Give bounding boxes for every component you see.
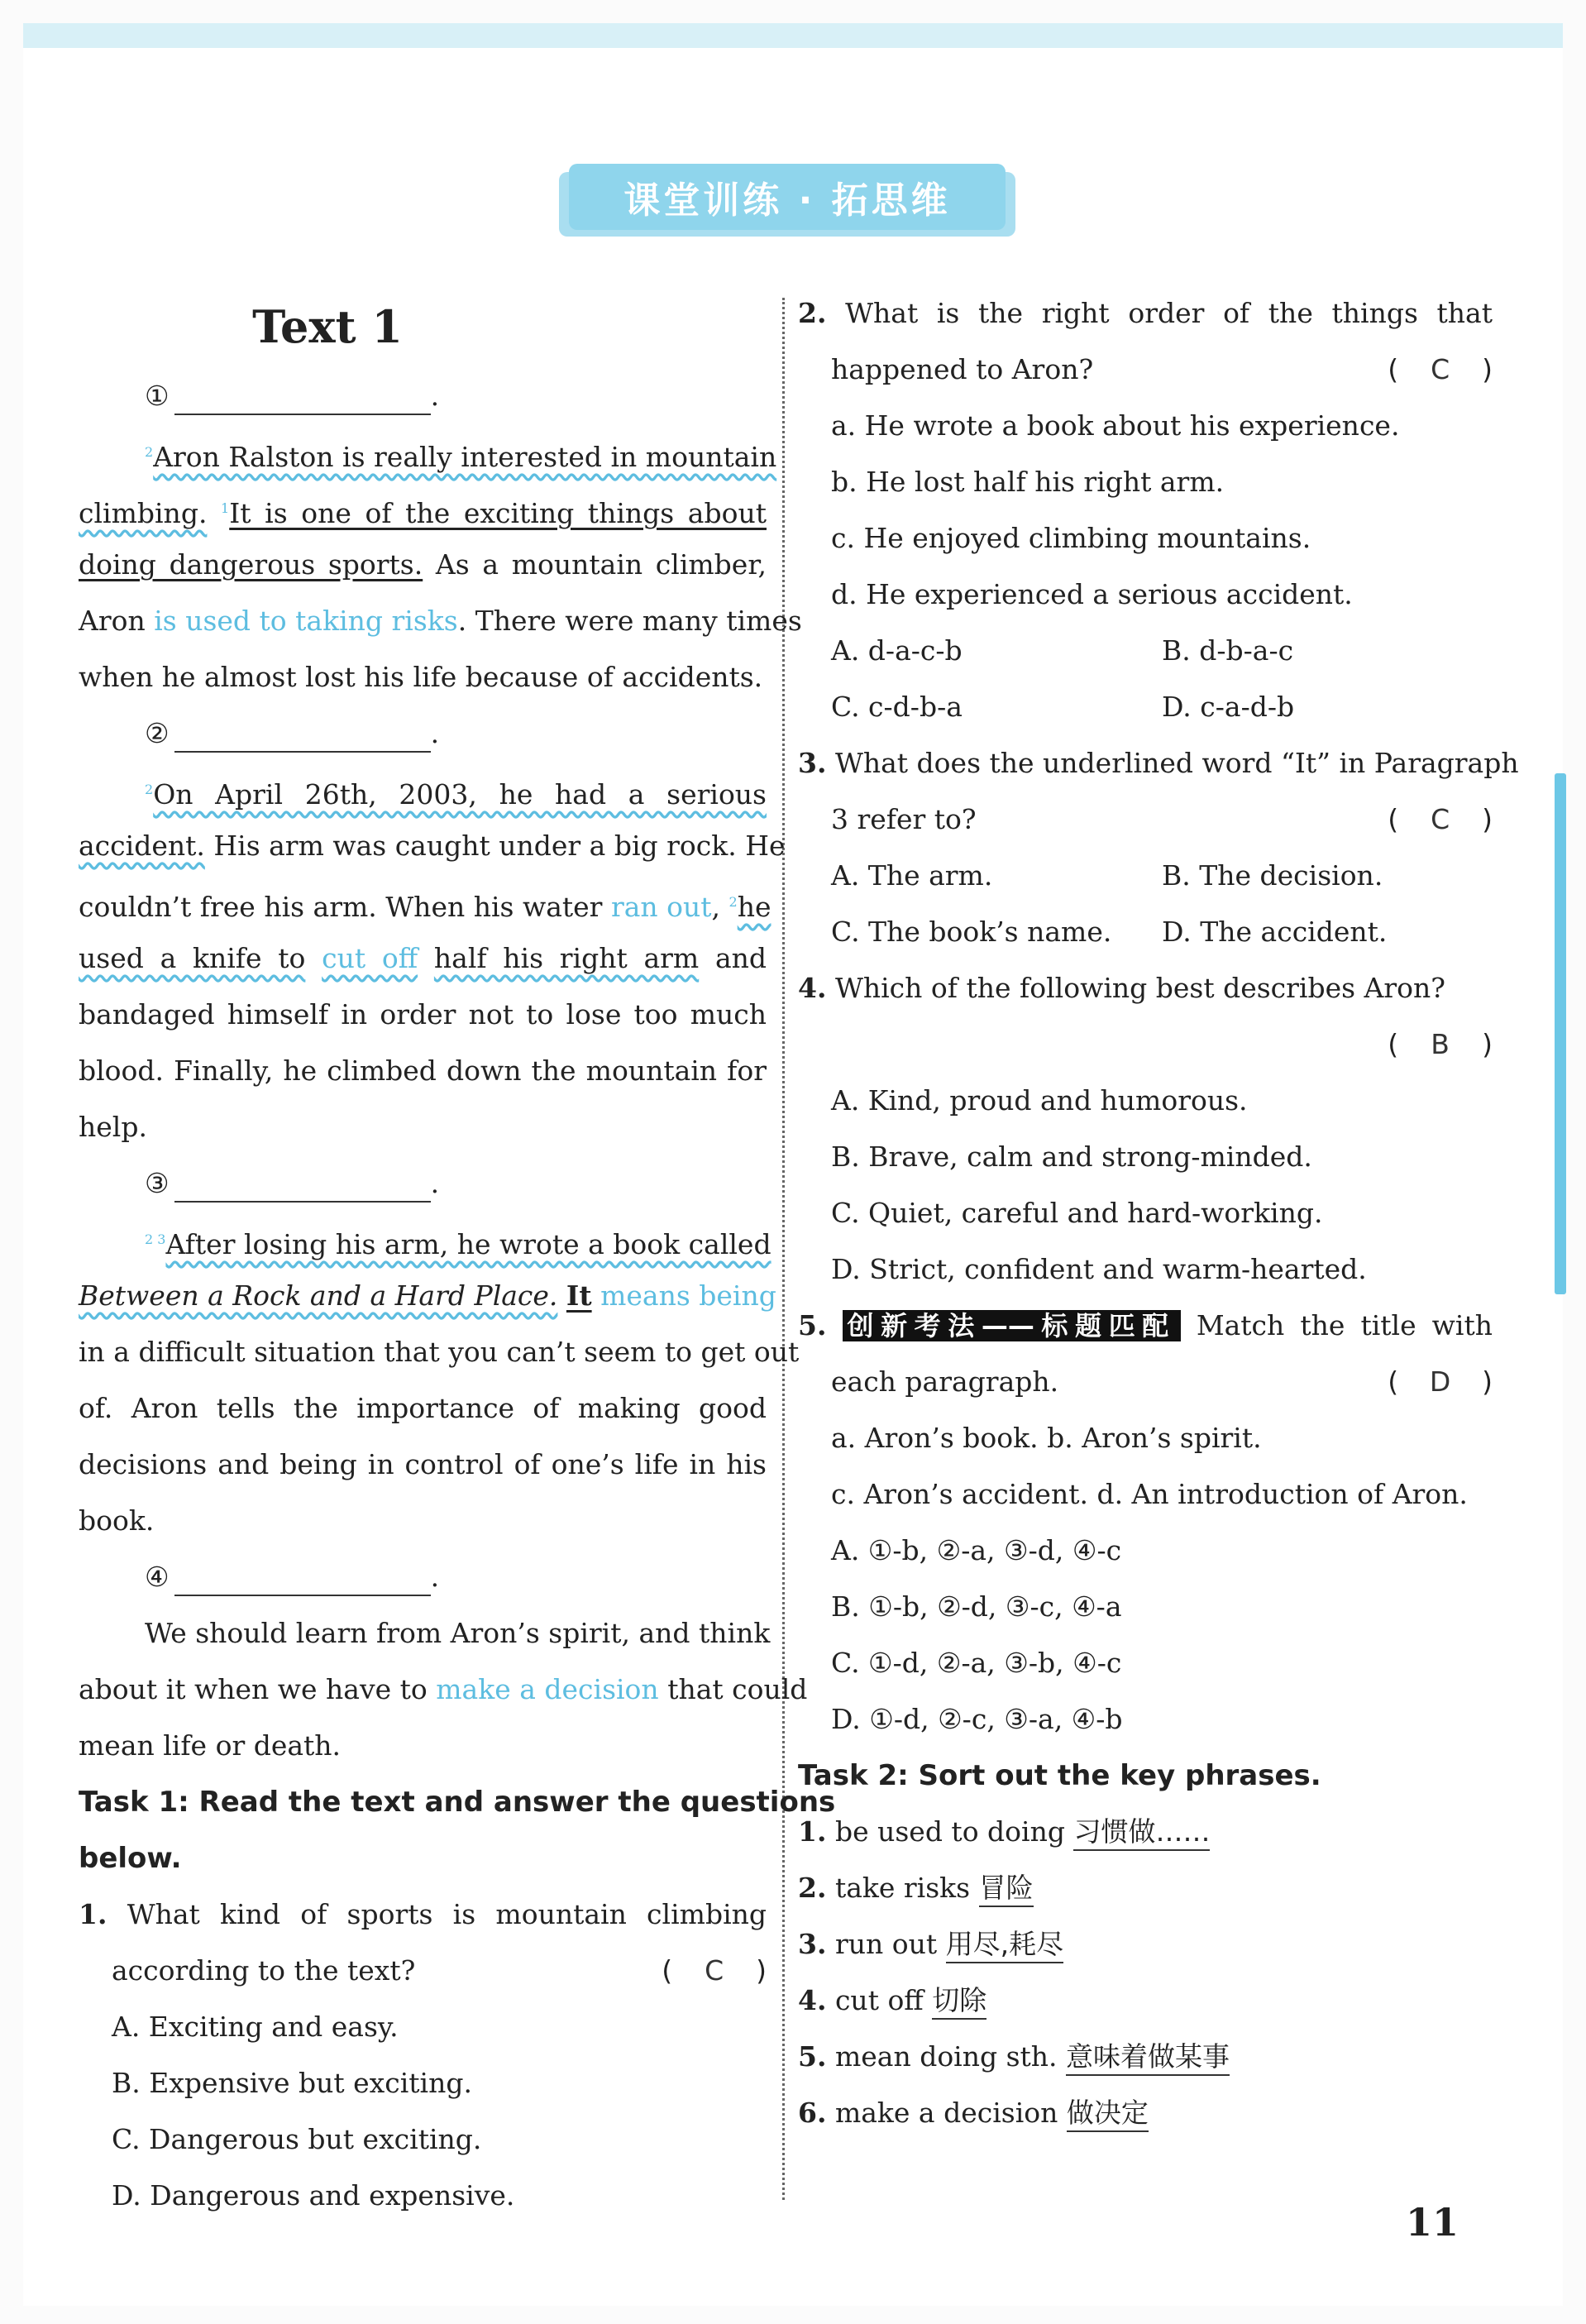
- q5-option: A. ①-b, ②-a, ③-d, ④-c: [831, 1534, 1122, 1566]
- q4-line-1: [798, 960, 1493, 1016]
- q3-option: D. The accident.: [1162, 916, 1388, 948]
- q4-option: A. Kind, proud and humorous.: [831, 1084, 1248, 1117]
- question-text: each paragraph.: [831, 1365, 1059, 1398]
- q1-line-1: [79, 1886, 767, 1943]
- q2-option: B. d-b-a-c: [1162, 634, 1294, 667]
- page-number: 11: [1406, 2200, 1459, 2245]
- annotation-mark: 2: [729, 894, 738, 910]
- q2-item: b. He lost half his right arm.: [831, 466, 1225, 498]
- p3-line-6: book.: [79, 1504, 155, 1537]
- question-text: What kind of sports is mountain climbing: [127, 1898, 767, 1930]
- phrase-item: [798, 1973, 1493, 2029]
- q2-options-row: [798, 623, 1493, 679]
- key-phrase: make a decision: [436, 1673, 659, 1705]
- question-text: 3 refer to?: [831, 803, 977, 835]
- task2-heading: Task 2: Sort out the key phrases.: [798, 1759, 1321, 1792]
- answer-value: C: [1431, 353, 1450, 385]
- paragraph-4-title-blank[interactable]: ④ .: [79, 1549, 767, 1605]
- question-number: 5.: [798, 1309, 827, 1341]
- phrase-item: [798, 1916, 1493, 1973]
- phrase-number: 3.: [798, 1928, 827, 1960]
- phrase-item: [798, 2085, 1493, 2141]
- p2-text: he: [737, 891, 772, 923]
- p4-text: about it when we have to: [79, 1673, 428, 1705]
- p2-text: and: [714, 942, 767, 974]
- p4-line-1: We should learn from Aron’s spirit, and think: [145, 1617, 771, 1649]
- q5-option: C. ①-d, ②-a, ③-b, ④-c: [831, 1647, 1122, 1679]
- blank-line[interactable]: [174, 380, 431, 415]
- question-text: Which of the following best describes Aron?: [834, 972, 1445, 1004]
- blank-line[interactable]: [174, 718, 431, 753]
- p2-line-6: blood. Finally, he climbed down the mountain for: [79, 1054, 767, 1087]
- phrase-english: cut off: [834, 1984, 924, 2016]
- phrase-chinese[interactable]: 冒险: [979, 1872, 1034, 1907]
- q4-option: C. Quiet, careful and hard-working.: [831, 1197, 1323, 1229]
- p2-line-2: [79, 818, 786, 874]
- p4-line-2: [79, 1662, 808, 1718]
- phrase-english: be used to doing: [834, 1815, 1065, 1848]
- right-column: [798, 285, 1519, 2141]
- answer-box[interactable]: ( C ): [662, 1943, 767, 1999]
- p3-line-1: [79, 1212, 772, 1268]
- q5-item: a. Aron’s book. b. Aron’s spirit.: [831, 1422, 1262, 1454]
- p4-text: that could: [667, 1673, 808, 1705]
- q5-option: B. ①-b, ②-d, ③-c, ④-a: [831, 1590, 1122, 1623]
- question-number: 2.: [798, 297, 827, 329]
- q2-option: C. c-d-b-a: [831, 691, 963, 723]
- blank-line[interactable]: [174, 1561, 431, 1596]
- question-text: happened to Aron?: [831, 353, 1094, 385]
- paragraph-2-title-blank[interactable]: ② .: [79, 705, 767, 762]
- phrase-number: 6.: [798, 2097, 827, 2129]
- p1-line-3: [79, 537, 767, 593]
- phrase-english: take risks: [834, 1872, 971, 1904]
- q5-line-2: [798, 1354, 1493, 1410]
- p3-line-4: of. Aron tells the importance of making good: [79, 1392, 767, 1424]
- phrase-number: 5.: [798, 2040, 827, 2073]
- top-bar: [23, 23, 1563, 48]
- banner-title: 课堂训练 · 拓思维: [569, 164, 1006, 230]
- p3-line-5: decisions and being in control of one’s life in his: [79, 1448, 767, 1480]
- p1-line-5: when he almost lost his life because of accidents.: [79, 661, 763, 693]
- p1-text: . There were many times: [457, 605, 802, 637]
- q2-item: a. He wrote a book about his experience.: [831, 409, 1400, 442]
- phrase-chinese[interactable]: 习惯做……: [1073, 1815, 1210, 1851]
- q1-option: B. Expensive but exciting.: [112, 2067, 472, 2099]
- q3-option: B. The decision.: [1162, 859, 1383, 892]
- annotation-mark: 2: [145, 782, 154, 797]
- p1-line-1: [79, 424, 777, 481]
- phrase-item: [798, 1804, 1493, 1860]
- annotation-mark: 2: [145, 444, 154, 460]
- question-text: Match the title with: [1196, 1309, 1493, 1341]
- phrase-number: 2.: [798, 1872, 827, 1904]
- p2-line-3: [79, 874, 772, 930]
- p3-line-3: in a difficult situation that you can’t seem to get out: [79, 1336, 800, 1368]
- question-number: 1.: [79, 1898, 107, 1930]
- phrase-english: run out: [834, 1928, 938, 1960]
- phrase-item: [798, 1860, 1493, 1916]
- phrase-item: [798, 2029, 1493, 2085]
- q3-line-1: [798, 735, 1519, 791]
- phrase-number: 4.: [798, 1984, 827, 2016]
- p2-line-4: [79, 930, 767, 987]
- q2-line-2: [798, 342, 1493, 398]
- p1-text: climbing.: [79, 497, 208, 529]
- p3-line-2: [79, 1268, 776, 1324]
- q2-options-row: [798, 679, 1493, 735]
- column-divider: [782, 298, 785, 2200]
- answer-value: B: [1431, 1028, 1450, 1060]
- question-text: What is the right order of the things that: [845, 297, 1493, 329]
- q2-line-1: [798, 285, 1493, 342]
- question-text: What does the underlined word “It” in Paragraph: [834, 747, 1519, 779]
- left-column: [79, 285, 836, 2224]
- paragraph-1-title-blank[interactable]: ① .: [79, 368, 767, 424]
- p1-text: doing dangerous sports.: [79, 548, 423, 581]
- key-phrase: means being: [600, 1279, 776, 1312]
- p1-text: Aron Ralston is really interested in mountain: [153, 441, 777, 473]
- answer-box[interactable]: ( C ): [1388, 342, 1493, 398]
- paragraph-3-marker: ③: [145, 1167, 170, 1199]
- paragraph-3-title-blank[interactable]: ③ .: [79, 1155, 767, 1212]
- q2-option: D. c-a-d-b: [1162, 691, 1295, 723]
- p2-line-7: help.: [79, 1111, 147, 1143]
- blank-line[interactable]: [174, 1168, 431, 1203]
- q5-option: D. ①-d, ②-c, ③-a, ④-b: [831, 1703, 1123, 1735]
- p2-text: used a knife to: [79, 942, 306, 974]
- p2-text: half his right arm: [433, 942, 700, 974]
- q4-option: B. Brave, calm and strong-minded.: [831, 1140, 1312, 1173]
- q1-line-2: [79, 1943, 767, 1999]
- q2-item: d. He experienced a serious accident.: [831, 578, 1353, 610]
- phrase-number: 1.: [798, 1815, 827, 1848]
- section-banner: [559, 164, 1015, 240]
- innovation-tag: 创新考法——标题匹配: [843, 1310, 1181, 1341]
- p2-line-5: bandaged himself in order not to lose too much: [79, 998, 767, 1030]
- phrase-chinese[interactable]: 做决定: [1067, 2097, 1149, 2132]
- q4-line-2: [798, 1016, 1493, 1073]
- key-phrase: cut off: [322, 942, 418, 974]
- question-number: 3.: [798, 747, 827, 779]
- underlined-word-it: It: [566, 1279, 592, 1312]
- paragraph-4-marker: ④: [145, 1561, 170, 1593]
- q3-options-row: [798, 848, 1493, 904]
- p1-line-4: [79, 593, 802, 649]
- q5-item: c. Aron’s accident. d. An introduction of Aron.: [831, 1478, 1468, 1510]
- answer-box[interactable]: ( D ): [1388, 1354, 1493, 1410]
- answer-value: D: [1429, 1365, 1451, 1398]
- q1-option: A. Exciting and easy.: [112, 2011, 399, 2043]
- phrase-english: mean doing sth.: [834, 2040, 1058, 2073]
- key-phrase: is used to taking risks: [154, 605, 458, 637]
- q3-options-row: [798, 904, 1493, 960]
- p2-text: accident.: [79, 830, 205, 862]
- p1-text: It is one of the exciting things about: [229, 497, 767, 529]
- q2-option: A. d-a-c-b: [831, 634, 963, 667]
- annotation-mark: 2 3: [145, 1231, 166, 1247]
- book-title: Between a Rock and a Hard Place.: [79, 1279, 558, 1312]
- q3-line-2: [798, 791, 1493, 848]
- phrase-english: make a decision: [834, 2097, 1058, 2129]
- p1-text: As a mountain climber,: [435, 548, 767, 581]
- p2-text: His arm was caught under a big rock. He: [213, 830, 786, 862]
- paragraph-1-marker: ①: [145, 380, 170, 412]
- p2-text: ,: [711, 891, 721, 923]
- phrase-chinese[interactable]: 意味着做某事: [1066, 2040, 1230, 2076]
- p1-line-2: [79, 481, 767, 537]
- p3-text: After losing his arm, he wrote a book called: [165, 1228, 772, 1260]
- key-phrase: ran out: [610, 891, 712, 923]
- annotation-mark: 1: [221, 500, 230, 516]
- q1-option: D. Dangerous and expensive.: [112, 2179, 515, 2212]
- p2-text: On April 26th, 2003, he had a serious: [153, 778, 767, 811]
- q1-option: C. Dangerous but exciting.: [112, 2123, 482, 2155]
- p1-text: Aron: [79, 605, 146, 637]
- task1-heading-2: below.: [79, 1842, 182, 1875]
- answer-box[interactable]: ( C ): [1388, 791, 1493, 848]
- phrase-chinese[interactable]: 用尽,耗尽: [946, 1928, 1064, 1963]
- p2-text: couldn’t free his arm. When his water: [79, 891, 603, 923]
- paragraph-2-marker: ②: [145, 717, 170, 749]
- q2-item: c. He enjoyed climbing mountains.: [831, 522, 1311, 554]
- p2-line-1: [79, 762, 767, 818]
- question-number: 4.: [798, 972, 827, 1004]
- q5-line-1: [798, 1298, 1493, 1354]
- q3-option: C. The book’s name.: [831, 916, 1112, 948]
- q4-option: D. Strict, confident and warm-hearted.: [831, 1253, 1367, 1285]
- question-text: according to the text?: [112, 1954, 416, 1987]
- answer-value: C: [1431, 803, 1450, 835]
- task1-heading: Task 1: Read the text and answer the questions: [79, 1786, 836, 1819]
- text-title: Text 1: [252, 300, 403, 353]
- q3-option: A. The arm.: [831, 859, 993, 892]
- phrase-chinese[interactable]: 切除: [932, 1984, 986, 2020]
- side-tab: [1555, 773, 1566, 1294]
- answer-value: C: [705, 1954, 724, 1987]
- p4-line-3: mean life or death.: [79, 1729, 342, 1762]
- answer-box[interactable]: ( B ): [1388, 1016, 1493, 1073]
